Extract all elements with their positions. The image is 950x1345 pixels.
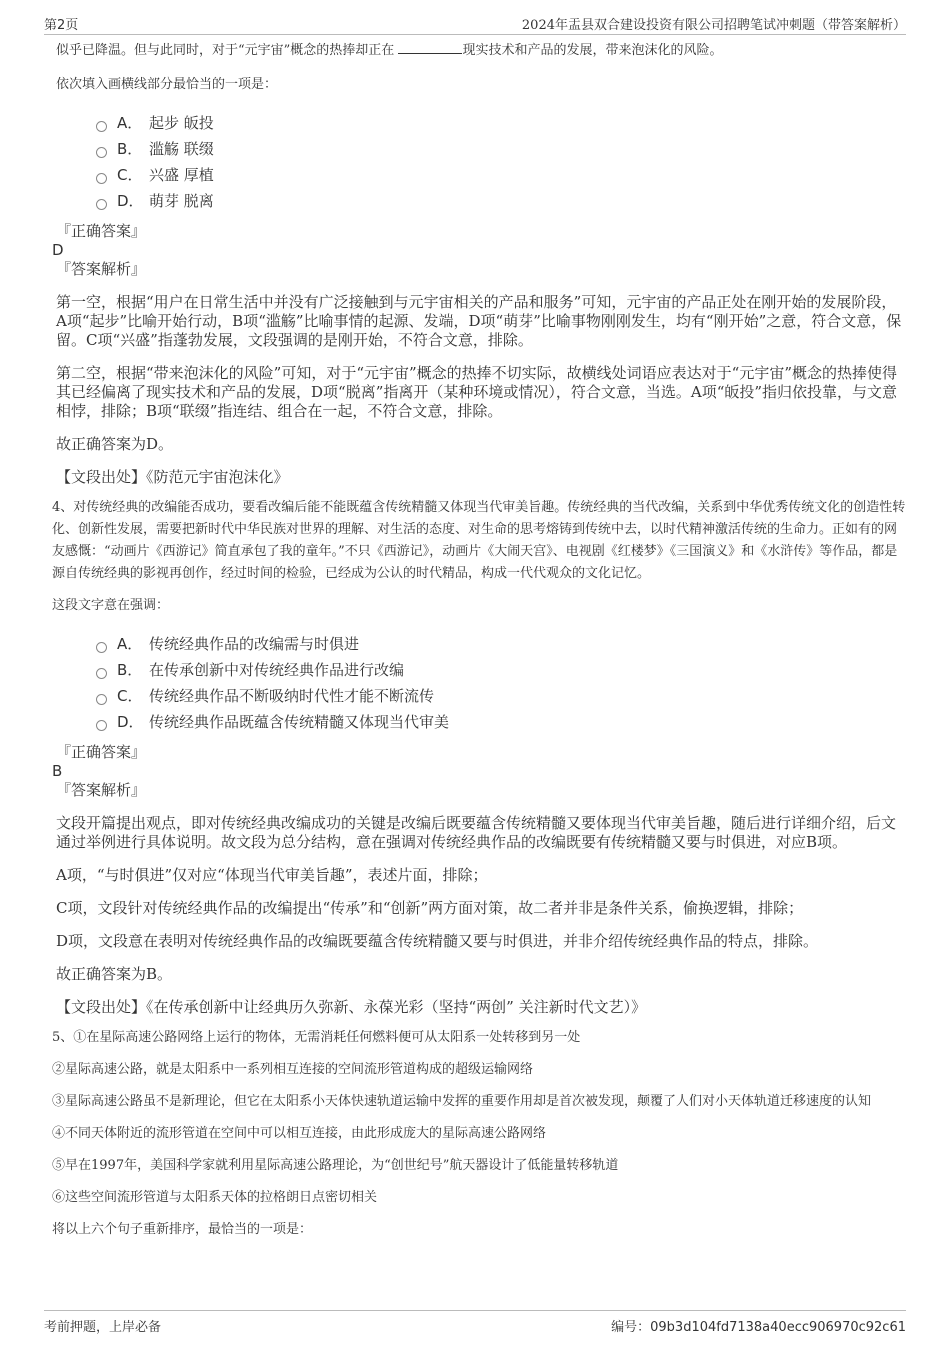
q3-option-b[interactable]: B． 滥觞 联缀 — [96, 136, 906, 162]
radio-icon[interactable] — [96, 642, 107, 653]
q4-option-c[interactable]: C． 传统经典作品不断吸纳时代性才能不断流传 — [96, 683, 906, 709]
q3-options — [96, 110, 906, 214]
page-header — [44, 14, 906, 35]
q4-answer-label: 『正确答案』 — [56, 743, 147, 761]
q3-option-a[interactable]: A． 起步 皈投 — [96, 110, 906, 136]
q3-stem-before: 似乎已降温。但与此同时，对于“元宇宙”概念的热捧却正在 — [56, 43, 399, 58]
q5-sentence-6: ⑥这些空间流形管道与太阳系天体的拉格朗日点密切相关 — [52, 1190, 378, 1205]
q3-prompt: 依次填入画横线部分最恰当的一项是： — [56, 77, 278, 92]
q4-option-b[interactable]: B． 在传承创新中对传统经典作品进行改编 — [96, 657, 906, 683]
radio-icon[interactable] — [96, 121, 107, 132]
q4-source: 【文段出处】《在传承创新中让经典历久弥新、永葆光彩（坚持“两创” 关注新时代文艺）》 — [56, 998, 647, 1016]
footer-slogan: 考前押题，上岸必备 — [44, 1320, 162, 1335]
radio-icon[interactable] — [96, 720, 107, 731]
q5-sentence-2: ②星际高速公路，就是太阳系中一系列相互连接的空间流形管道构成的超级运输网络 — [52, 1062, 534, 1077]
q3-answer-label: 『正确答案』 — [56, 222, 147, 240]
q4-analysis-4: D项，文段意在表明对传统经典作品的改编既要蕴含传统精髓又要与时俱进，并非介绍传统经典作品的特点，排除。 — [56, 932, 819, 950]
q5-sentence-5: ⑤早在1997年，美国科学家就利用星际高速公路理论，为“创世纪号”航天器设计了低能量转移轨道 — [52, 1158, 619, 1173]
radio-icon[interactable] — [96, 173, 107, 184]
document-id: 编号：09b3d104fd7138a40ecc906970c92c61 — [611, 1320, 906, 1335]
page-content — [52, 40, 906, 1241]
q3-option-d[interactable]: D． 萌芽 脱离 — [96, 188, 906, 214]
q4-analysis-label: 『答案解析』 — [56, 781, 147, 799]
page-footer — [44, 1310, 906, 1333]
q3-stem — [56, 40, 906, 62]
q4-analysis-5: 故正确答案为B。 — [56, 965, 173, 983]
q4-options — [96, 631, 906, 735]
q5-prompt: 将以上六个句子重新排序，最恰当的一项是： — [52, 1222, 313, 1237]
q4-answer: B — [52, 762, 63, 780]
q4-analysis-1: 文段开篇提出观点，即对传统经典改编成功的关键是改编后既要蕴含传统精髓又要体现当代审美旨趣，随后进行详细介绍，后文通过举例进行具体说明。故文段为总分结构，意在强调对传统经典作品的改编既要有传统精髓又要与时俱进，对应B项。 — [56, 814, 897, 851]
q4-prompt: 这段文字意在强调： — [52, 598, 170, 613]
q3-answer: D — [52, 241, 64, 259]
q3-blank — [398, 41, 462, 54]
radio-icon[interactable] — [96, 199, 107, 210]
q5-sentence-3: ③星际高速公路虽不是新理论，但它在太阳系小天体快速轨道运输中发挥的重要作用却是首次被发现，颠覆了人们对小天体轨道迁移速度的认知 — [52, 1094, 872, 1109]
q5-sentence-4: ④不同天体附近的流形管道在空间中可以相互连接，由此形成庞大的星际高速公路网络 — [52, 1126, 547, 1141]
q3-analysis-label: 『答案解析』 — [56, 260, 147, 278]
q3-source: 【文段出处】《防范元宇宙泡沫化》 — [56, 468, 289, 486]
q3-analysis-3: 故正确答案为D。 — [56, 435, 174, 453]
page-number: 第2页 — [44, 18, 79, 33]
q4-option-a[interactable]: A． 传统经典作品的改编需与时俱进 — [96, 631, 906, 657]
document-title: 2024年盂县双合建设投资有限公司招聘笔试冲刺题（带答案解析） — [521, 18, 906, 33]
radio-icon[interactable] — [96, 694, 107, 705]
q4-analysis-2: A项，“与时俱进”仅对应“体现当代审美旨趣”，表述片面，排除； — [56, 866, 488, 884]
q3-option-c[interactable]: C． 兴盛 厚植 — [96, 162, 906, 188]
q5-sentence-1: 5、①在星际高速公路网络上运行的物体，无需消耗任何燃料便可从太阳系一处转移到另一处 — [52, 1030, 581, 1045]
radio-icon[interactable] — [96, 147, 107, 158]
q3-analysis-2: 第二空，根据“带来泡沫化的风险”可知，对于“元宇宙”概念的热捧不切实际，故横线处词语应表达对于“元宇宙”概念的热捧使得其已经偏离了现实技术和产品的发展，D项“脱离”指离开（某种环境或情况），符合文意，当选。A项“皈投”指归依投靠，与文意相悖，排除；B项“联缀”指连结、组合在一起，不符合文意，排除。 — [56, 364, 898, 420]
q3-analysis-1: 第一空，根据“用户在日常生活中并没有广泛接触到与元宇宙相关的产品和服务”可知，元宇宙的产品正处在刚开始的发展阶段，A项“起步”比喻开始行动，B项“滥觞”比喻事情的起源、发端，D项“萌芽”比喻事物刚刚发生，均有“刚开始”之意，符合文意，保留。C项“兴盛”指蓬勃发展，文段强调的是刚开始，不符合文意，排除。 — [56, 293, 902, 349]
q4-analysis-3: C项，文段针对传统经典作品的改编提出“传承”和“创新”两方面对策，故二者并非是条件关系，偷换逻辑，排除； — [56, 899, 804, 917]
q3-stem-after: 现实技术和产品的发展，带来泡沫化的风险。 — [462, 43, 723, 58]
radio-icon[interactable] — [96, 668, 107, 679]
q4-stem: 4、对传统经典的改编能否成功，要看改编后能不能既蕴含传统精髓又体现当代审美旨趣。传统经典的当代改编，关系到中华优秀传统文化的创造性转化、创新性发展，需要把新时代中华民族对世界的理解、对生活的态度、对生命的思考熔铸到传统中去，以时代精神激活传统的生命力。正如有的网友感慨：“动画片《西游记》简直承包了我的童年。”不只《西游记》，动画片《大闹天宫》、电视剧《红楼梦》《三国演义》和《水浒传》等作品，都是源自传统经典的影视再创作，经过时间的检验，已经成为公认的时代精品，构成一代代观众的文化记忆。 — [52, 500, 906, 581]
q4-option-d[interactable]: D． 传统经典作品既蕴含传统精髓又体现当代审美 — [96, 709, 906, 735]
